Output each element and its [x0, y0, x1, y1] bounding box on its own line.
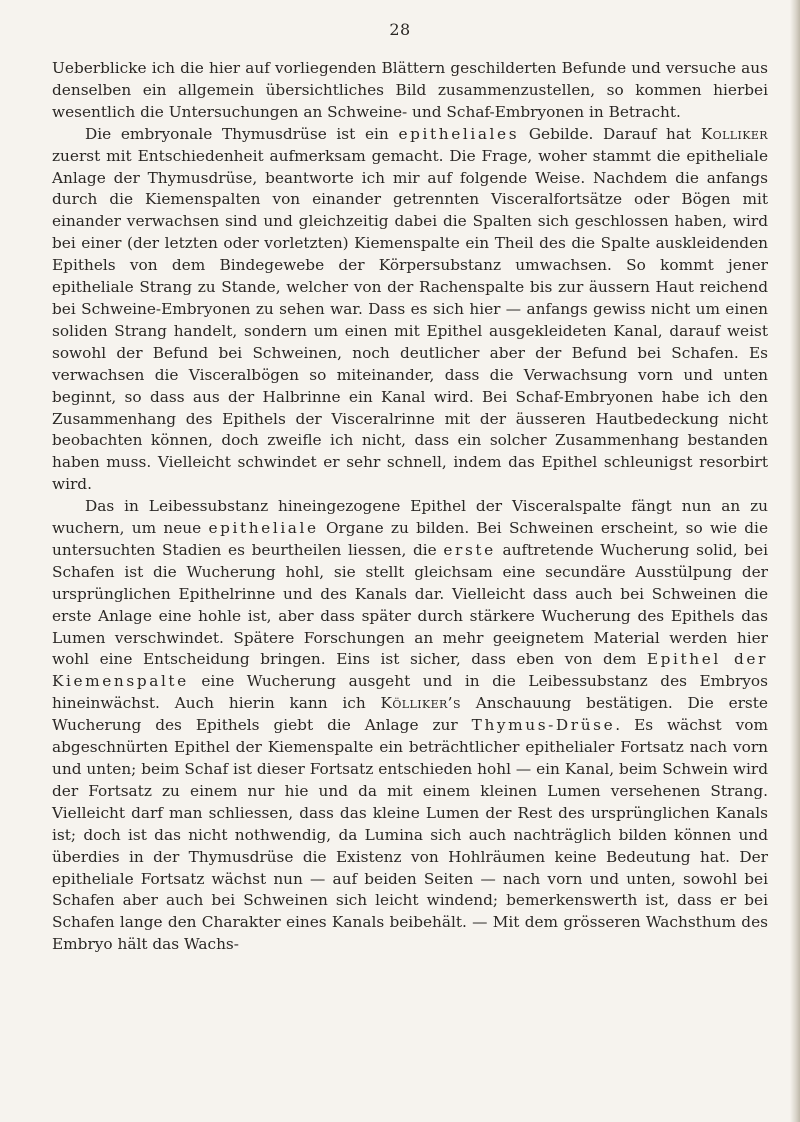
text-run: Das in Leibessubstanz hineingezogene Epithel der Visceralspalte fängt nun an zu wuchern, um neue — [52, 497, 768, 538]
text-run: auftretende Wucherung solid, bei Schafen ist die Wucherung hohl, sie stellt gleichsam eine secundäre Ausstülpung der ursprünglichen Epithelrinne und des Kanals dar. Vielleicht dass auch bei Schweinen die erste Anlage eine hohle ist, aber dass später durch stärkere Wucherung des Epithels das Lumen verschwindet. Spätere Forschungen an mehr geeignetem Material werden hier wohl eine Entscheidung bringen. Eins ist sicher, dass eben von dem — [52, 540, 768, 669]
spaced-emphasis: Thymus-Drüse — [471, 716, 616, 735]
author-name: Kolliker — [700, 124, 768, 143]
spaced-emphasis: epitheliales — [398, 124, 520, 143]
body-text — [52, 58, 768, 956]
text-run: Anschauung bestätigen. Die erste Wucherung des Epithels giebt die Anlage zur — [52, 694, 768, 735]
page-number: 28 — [389, 20, 411, 39]
text-run: . Es wächst vom abgeschnürten Epithel der Kiemenspalte ein beträchtlicher epithelialer Fortsatz nach vorn und unten; beim Schaf ist dieser Fortsatz entschieden hohl — ein Kanal, beim Schwein wird der Fortsatz zu einem nur hie und da mit einem kleinen Lumen versehenen Strang. Vielleicht darf man schliessen, dass das kleine Lumen der Rest des ursprünglichen Kanals ist; doch ist das nicht nothwendig, da Lumina sich auch nachträglich bilden können und überdies in der Thymusdrüse die Existenz von Hohlräumen keine Bedeutung hat. Der epitheliale Fortsatz wächst nun — auf beiden Seiten — nach vorn und unten, sowohl bei Schafen aber auch bei Schweinen sich leicht windend; bemerkenswerth ist, dass er bei Schafen lange den Charakter eines Kanals beibehält. — Mit dem grösseren Wachsthum des Embryo hält das Wachs- — [52, 716, 768, 954]
page-edge-shadow — [790, 0, 800, 1122]
text-run: Die embryonale Thymusdrüse ist ein — [85, 124, 399, 143]
text-run: eine Wucherung ausgeht und in die Leibessubstanz des Embryos hineinwächst. Auch hierin kann ich — [52, 672, 768, 713]
paragraph — [52, 496, 768, 956]
text-run: Organe zu bilden. Bei Schweinen erscheint, so wie die untersuchten Stadien es beurtheilen liessen, die — [52, 519, 769, 559]
text-run: Gebilde. Darauf hat — [519, 124, 701, 143]
paragraph — [52, 124, 768, 496]
spaced-emphasis: erste — [443, 540, 496, 559]
spaced-emphasis: Epithel der Kiemenspalte — [52, 650, 769, 691]
paragraph — [52, 58, 768, 124]
author-name: Kölliker’s — [380, 694, 461, 713]
text-run: Ueberblicke ich die hier auf vorliegenden Blättern geschilderten Befunde und versuche aus denselben ein allgemein übersichtliches Bild zusammenzustellen, so kommen hierbei wesentlich die Untersuchungen an Schweine- und Schaf-Embryonen in Betracht. — [52, 59, 768, 121]
text-run: zuerst mit Entschiedenheit aufmerksam gemacht. Die Frage, woher stammt die epitheliale Anlage der Thymusdrüse, beantworte ich mir auf folgende Weise. Nachdem die anfangs durch die Kiemenspalten von einander getrennten Visceralfortsätze oder Bögen mit einander verwachsen sind und gleichzeitig dabei die Spalten sich geschlossen haben, wird bei einer (der letzten oder vorletzten) Kiemenspalte ein Theil des die Spalte auskleidenden Epithels von dem Bindegewebe der Körpersubstanz umwachsen. So kommt jener epitheliale Strang zu Stande, welcher von der Rachenspalte bis zur äussern Haut reichend bei Schweine-Embryonen zu sehen war. Dass es sich hier — anfangs gewiss nicht um einen soliden Strang handelt, sondern um einen mit Epithel ausgekleideten Kanal, darauf weist sowohl der Befund bei Schweinen, noch deutlicher aber der Befund bei Schafen. Es verwachsen die Visceralbögen so miteinander, dass die Verwachsung vorn und unten beginnt, so dass aus der Halbrinne ein Kanal wird. Bei Schaf-Embryonen habe ich den Zusammenhang des Epithels der Visceralrinne mit der äusseren Hautbedeckung nicht beobachten können, doch zweifle ich nicht, dass ein solcher Zusammenhang bestanden haben muss. Vielleicht schwindet er sehr schnell, indem das Epithel schleunigst resorbirt wird. — [52, 146, 768, 494]
spaced-emphasis: epitheliale — [208, 519, 319, 538]
